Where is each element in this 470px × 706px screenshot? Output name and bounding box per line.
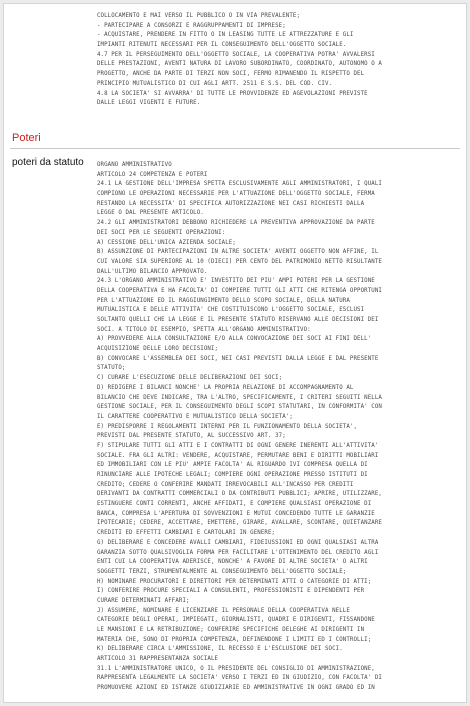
text-line: 4.7 PER IL PERSEGUIMENTO DELL'OGGETTO SOCIALE, LA COOPERATIVA POTRA' AVVALERSI — [97, 51, 375, 58]
text-line: F) STIPULARE TUTTI GLI ATTI E I CONTRATTI DI OGNI GENERE INERENTI ALL'ATTIVITA' — [97, 442, 379, 449]
text-line: COMPIONO LE OPERAZIONI NECESSARIE PER L'ATTUAZIONE DELL'OGGETTO SOCIALE, FERMA — [97, 191, 375, 198]
statute-text-block — [97, 161, 382, 694]
text-line: G) DELIBERARE E CONCEDERE AVALLI CAMBIARI, FIDEIUSSIONI ED OGNI QUALSIASI ALTRA — [97, 539, 379, 546]
text-line: RAPPRESENTA LEGALMENTE LA SOCIETA' VERSO I TERZI ED IN GIUDIZIO, CON FACOLTA' DI — [97, 675, 382, 682]
text-line: ORGANO AMMINISTRATIVO — [97, 162, 172, 168]
text-line: IPOTECARIE; CEDERE, ACCETTARE, EMETTERE, GIRARE, AVALLARE, SCONTARE, QUIETANZARE — [97, 520, 382, 527]
text-line: ENTI CUI LA COOPERATIVA ADERISCE, NONCHE' A FAVORE DI ALTRE SOCIETA' O ALTRI — [97, 559, 368, 566]
text-line: ARTICOLO 24 COMPETENZA E POTERI — [97, 171, 208, 178]
text-line: ACQUISIZIONE DELLE LORO DECISIONI; — [97, 346, 219, 353]
section-title: Poteri — [12, 132, 41, 144]
text-line: SOCIALE. FRA GLI ALTRI: VENDERE, ACQUISTARE, PERMUTARE BENI E DIRITTI MOBILIARI — [97, 452, 379, 459]
text-line: 24.3 L'ORGANO AMMINISTRATIVO E' INVESTITO DEI PIU' AMPI POTERI PER LA GESTIONE — [97, 278, 375, 285]
text-line: E) PREDISPORRE I REGOLAMENTI INTERNI PER IL FUNZIONAMENTO DELLA SOCIETA', — [97, 423, 358, 430]
text-line: LE MANSIONI E LA RETRIBUZIONE; CONFERIRE SPECIFICHE DELEGHE AI DIRIGENTI IN — [97, 627, 365, 633]
text-line: DALLE LEGGI VIGENTI E FUTURE. — [97, 100, 201, 107]
text-line: A) CESSIONE DELL'UNICA AZIENDA SOCIALE; — [97, 239, 236, 246]
object-text-block — [97, 12, 382, 109]
text-line: D) REDIGERE I BILANCI NONCHE' LA PROPRIA RELAZIONE DI ACCOMPAGNAMENTO AL — [97, 384, 354, 391]
text-line: DALL'ULTIMO BILANCIO APPROVATO. — [97, 268, 208, 275]
text-line: DERIVANTI DA CONTRATTI COMMERCIALI O DA CONTRIBUTI PUBBLICI; APRIRE, UTILIZZARE, — [97, 491, 382, 498]
text-line: SOLTANTO QUELLI CHE LA LEGGE E IL PRESENTE STATUTO RISERVANO ALLE DECISIONI DEI — [97, 317, 379, 323]
text-line: MUTUALISTICA E DELLE ATTIVITA' CHE COSTITUISCONO L'OGGETTO SOCIALE, ESCLUSI — [97, 307, 365, 314]
text-line: DELLE PRESTAZIONI, AVENTI NATURA DI LAVORO SUBORDINATO, COORDINATO, AUTONOMO O A — [97, 61, 382, 68]
text-line: 24.1 LA GESTIONE DELL'IMPRESA SPETTA ESCLUSIVAMENTE AGLI AMMINISTRATORI, I QUALI — [97, 181, 382, 188]
text-line: - PARTECIPARE A CONSORZI E RAGGRUPPAMENTI DI IMPRESE; — [97, 22, 286, 29]
text-line: PROMUOVERE AZIONI ED ISTANZE GIUDIZIARIE ED AMMINISTRATIVE IN OGNI GRADO ED IN — [97, 685, 375, 692]
section-divider — [10, 148, 460, 149]
field-label: poteri da statuto — [12, 157, 84, 168]
text-line: CATEGORIE DEGLI OPERAI, IMPIEGATI, GIORNALISTI, QUADRI E DIRIGENTI, FISSANDONE — [97, 617, 375, 624]
text-line: BILANCIO CHE DEVE INDICARE, TRA L'ALTRO, SPECIFICAMENTE, I CRITERI SEGUITI NELLA — [97, 394, 382, 401]
text-line: ARTICOLO 31 RAPPRESENTANZA SOCIALE — [97, 656, 219, 663]
text-line: PRINCIPIO MUTUALISTICO DI CUI AGLI ARTT. 2511 E S.S. DEL COD. CIV. — [97, 80, 333, 87]
text-line: 31.1 L'AMMINISTRATORE UNICO, O IL PRESIDENTE DEL CONSIGLIO DI AMMINISTRAZIONE, — [97, 665, 375, 672]
text-line: B) CONVOCARE L'ASSEMBLEA DEI SOCI, NEI CASI PREVISTI DALLA LEGGE E DAL PRESENTE — [97, 355, 379, 362]
text-line: CURARE DETERMINATI AFFARI; — [97, 597, 190, 604]
text-line: PROGETTO, ANCHE DA PARTE DI TERZI NON SOCI, FERMO RIMANENDO IL RISPETTO DEL — [97, 71, 365, 78]
text-line: CUI VALORE SIA SUPERIORE AL 10 (DIECI) PER CENTO DEL PATRIMONIO NETTO RISULTANTE — [97, 258, 382, 265]
text-line: MATERIA CHE, SONO DI PROPRIA COMPETENZA, DEFINENDONE I LIMITI ED I CONTROLLI; — [97, 636, 372, 643]
text-line: STATUTO; — [97, 365, 126, 372]
text-line: CREDITO; CEDERE O CONFERIRE MANDATI IRREVOCABILI ALL'INCASSO PER CREDITI — [97, 481, 354, 488]
text-line: DELLA COOPERATIVA E HA FACOLTA' DI COMPIERE TUTTI GLI ATTI CHE RITENGA OPPORTUNI — [97, 287, 382, 294]
text-line: B) ASSUNZIONE DI PARTECIPAZIONI IN ALTRE SOCIETA' AVENTI OGGETTO NON AFFINE, IL — [97, 249, 379, 256]
document-page — [3, 3, 467, 703]
text-line: ED IMMOBILIARI CON LE PIU' AMPIE FACOLTA' AL RIGUARDO IVI COMPRESA QUELLA DI — [97, 462, 368, 469]
text-line: K) DELIBERARE CIRCA L'AMMISSIONE, IL RECESSO E L'ESCLUSIONE DEI SOCI. — [97, 646, 343, 653]
text-line: I) CONFERIRE PROCURE SPECIALI A CONSULENTI, PROFESSIONISTI E DIPENDENTI PER — [97, 588, 365, 595]
text-line: GARANZIA SOTTO QUALSIVOGLIA FORMA PER FACILITARE L'OTTENIMENTO DEL CREDITO AGLI — [97, 549, 379, 556]
text-line: GESTIONE SOCIALE, PER IL CONSEGUIMENTO DEGLI SCOPI STATUTARI, IN CONFORMITA' CON — [97, 404, 382, 411]
text-line: SOCI. A TITOLO DI ESEMPIO, SPETTA ALL'ORGANO AMMINISTRATIVO: — [97, 326, 311, 333]
text-line: 24.2 GLI AMMINISTRATORI DEBBONO RICHIEDERE LA PREVENTIVA APPROVAZIONE DA PARTE — [97, 220, 375, 227]
text-line: A) PROVVEDERE ALLA CONSULTAZIONE E/O ALLA CONVOCAZIONE DEI SOCI AI FINI DELL' — [97, 336, 372, 343]
text-line: J) ASSUMERE, NOMINARE E LICENZIARE IL PERSONALE DELLA COOPERATIVA NELLE — [97, 607, 350, 614]
text-line: DEI SOCI PER LE SEGUENTI OPERAZIONI: — [97, 229, 226, 236]
text-line: 4.8 LA SOCIETA' SI AVVARRA' DI TUTTE LE PROVVIDENZE ED AGEVOLAZIONI PREVISTE — [97, 90, 368, 97]
text-line: RESTANDO LA NECESSITA' DI SPECIFICA AUTORIZZAZIONE NEI CASI RICHIESTI DALLA — [97, 200, 365, 207]
text-line: ESTINGUERE CONTI CORRENTI, ANCHE AFFIDATI, E COMPIERE QUALSIASI OPERAZIONE DI — [97, 501, 372, 508]
text-line: - ACQUISTARE, PRENDERE IN FITTO O IN LEASING TUTTE LE ATTREZZATURE E GLI — [97, 32, 354, 39]
text-line: CREDITI ED EFFETTI CAMBIARI E CARTOLARI IN GENERE; — [97, 530, 276, 537]
text-line: H) NOMINARE PROCURATORI E DIRETTORI PER DETERMINATI ATTI O CATEGORIE DI ATTI; — [97, 578, 372, 585]
text-line: BANCA, COMPRESA L'APERTURA DI SOVVENZIONI E MUTUI CONCEDENDO TUTTE LE GARANZIE — [97, 510, 375, 517]
text-line: COLLOCAMENTO E MAI VERSO IL PUBBLICO O IN VIA PREVALENTE; — [97, 13, 301, 19]
text-line: PER L'ATTUAZIONE ED IL RAGGIUNGIMENTO DELLO SCOPO SOCIALE, DELLA NATURA — [97, 297, 350, 304]
text-line: RINUNCIARE ALLE IPOTECHE LEGALI; COMPIERE OGNI OPERAZIONE PRESSO ISTITUTI DI — [97, 472, 368, 478]
text-line: LEGGE O DAL PRESENTE ARTICOLO. — [97, 210, 204, 217]
text-line: IMPIANTI RITENUTI NECESSARI PER IL CONSEGUIMENTO DELL'OGGETTO SOCIALE. — [97, 42, 347, 49]
text-line: C) CURARE L'ESECUZIONE DELLE DELIBERAZIONI DEI SOCI; — [97, 375, 283, 382]
text-line: SOGGETTI TERZI, STRUMENTALMENTE AL CONSEGUIMENTO DELL'OGGETTO SOCIALE; — [97, 568, 347, 575]
text-line: PREVISTI DAL PRESENTE STATUTO, AL SUCCESSIVO ART. 37; — [97, 433, 286, 440]
text-line: IL CARATTERE COOPERATIVO E MUTUALISTICO DELLA SOCIETA'; — [97, 413, 293, 420]
